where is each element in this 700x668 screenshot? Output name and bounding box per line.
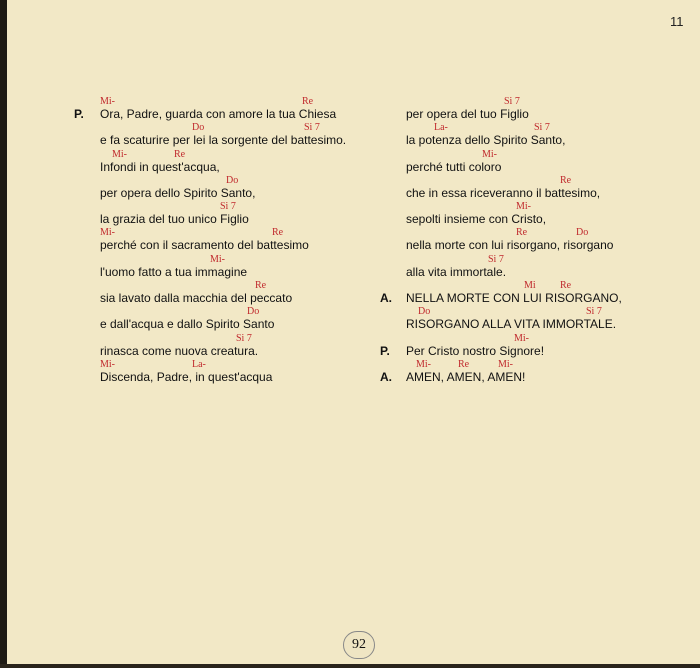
chord-label: Mi- xyxy=(498,358,513,370)
chord-label: Do xyxy=(226,174,239,186)
verse-line xyxy=(74,306,374,332)
chord-row xyxy=(380,333,680,344)
verse-line xyxy=(380,254,680,280)
chord-label: Re xyxy=(255,280,267,292)
chord-label: Si 7 xyxy=(220,201,236,213)
left-column xyxy=(74,96,374,385)
verse-line xyxy=(380,175,680,201)
chord-label: Si 7 xyxy=(236,332,252,344)
chord-label: Mi- xyxy=(416,358,431,370)
chord-label: Do xyxy=(247,306,260,318)
chord-label: Mi- xyxy=(100,227,115,239)
verse-line xyxy=(74,333,374,359)
speaker-label: A. xyxy=(380,291,392,306)
chord-label: Mi- xyxy=(100,358,115,370)
chord-row xyxy=(74,175,374,186)
lyric-text: l'uomo fatto a tua immagine xyxy=(100,264,248,279)
verse-line xyxy=(74,96,374,122)
speaker-label: P. xyxy=(380,343,390,358)
chord-label: Re xyxy=(458,358,470,370)
verse-line xyxy=(380,359,680,385)
lyric-text: e dall'acqua e dallo Spirito Santo xyxy=(100,317,275,332)
verse-line xyxy=(380,201,680,227)
chord-row xyxy=(74,333,374,344)
chord-row xyxy=(380,280,680,291)
chord-row xyxy=(380,359,680,370)
chord-label: Re xyxy=(174,148,186,160)
lyric-text: Ora, Padre, guarda con amore la tua Chiesa xyxy=(100,107,337,121)
chord-row xyxy=(380,122,680,133)
chord-label: Re xyxy=(272,227,284,239)
lyric-text: RISORGANO ALLA VITA IMMORTALE. xyxy=(406,317,617,332)
lyric-text: AMEN, AMEN, AMEN! xyxy=(406,369,526,384)
verse-line xyxy=(74,227,374,253)
chord-label: Mi xyxy=(524,280,536,292)
verse-line xyxy=(380,333,680,359)
chord-label: Si 7 xyxy=(488,253,504,265)
lyric-text: perché tutti coloro xyxy=(406,159,502,174)
verse-line xyxy=(74,280,374,306)
chord-label: Do xyxy=(192,122,205,134)
verse-line xyxy=(74,254,374,280)
lyric-text: nella morte con lui risorgano, risorgano xyxy=(406,238,614,253)
lyric-text: la potenza dello Spirito Santo, xyxy=(406,133,566,148)
verse-line xyxy=(380,96,680,122)
chord-row xyxy=(74,227,374,238)
chord-label: Si 7 xyxy=(534,122,550,134)
lyric-text: Infondi in quest'acqua, xyxy=(100,159,220,174)
right-column xyxy=(380,96,680,385)
page-number: 92 xyxy=(352,637,366,652)
lyric-text: per opera del tuo Figlio xyxy=(406,107,529,121)
chord-label: La- xyxy=(192,358,206,370)
chord-label: Mi- xyxy=(112,148,127,160)
chord-label: Re xyxy=(302,96,314,107)
lyric-text: alla vita immortale. xyxy=(406,264,507,279)
chord-row xyxy=(380,201,680,212)
verse-line xyxy=(380,280,680,306)
chord-label: Si 7 xyxy=(586,306,602,318)
verse-line xyxy=(380,122,680,148)
verse-line xyxy=(380,149,680,175)
lyric-text: rinasca come nuova creatura. xyxy=(100,343,259,358)
chord-label: Si 7 xyxy=(504,96,520,107)
lyric-text: Per Cristo nostro Signore! xyxy=(406,343,545,358)
lyric-text: sepolti insieme con Cristo, xyxy=(406,212,547,227)
page-number-badge xyxy=(343,631,375,659)
chord-row xyxy=(74,280,374,291)
chord-label: Mi- xyxy=(210,253,225,265)
chord-label: Mi- xyxy=(100,96,115,107)
chord-label: La- xyxy=(434,122,448,134)
lyric-text: la grazia del tuo unico Figlio xyxy=(100,212,249,227)
chord-row xyxy=(380,175,680,186)
chord-row xyxy=(380,227,680,238)
lyric-text: che in essa riceveranno il battesimo, xyxy=(406,185,601,200)
lyric-text: perché con il sacramento del battesimo xyxy=(100,238,309,253)
verse-line xyxy=(74,149,374,175)
chord-row xyxy=(74,306,374,317)
chord-label: Mi- xyxy=(516,201,531,213)
chord-row xyxy=(380,96,680,107)
chord-label: Do xyxy=(418,306,431,318)
chord-row xyxy=(380,254,680,265)
chord-row xyxy=(74,96,374,107)
lyric-text: Discenda, Padre, in quest'acqua xyxy=(100,369,273,384)
lyric-text: per opera dello Spirito Santo, xyxy=(100,185,256,200)
chord-label: Si 7 xyxy=(304,122,320,134)
speaker-label: A. xyxy=(380,369,392,384)
corner-page-number: 11 xyxy=(670,14,684,29)
chord-label: Mi- xyxy=(482,148,497,160)
chord-row xyxy=(74,122,374,133)
bottom-edge-shadow xyxy=(0,664,700,668)
lyric-text: NELLA MORTE CON LUI RISORGANO, xyxy=(406,291,622,306)
left-edge-shadow xyxy=(0,0,7,668)
verse-line xyxy=(74,175,374,201)
verse-line xyxy=(74,201,374,227)
chord-label: Mi- xyxy=(514,332,529,344)
chord-row xyxy=(380,149,680,160)
chord-row xyxy=(74,254,374,265)
chord-label: Re xyxy=(516,227,528,239)
verse-line xyxy=(380,306,680,332)
verse-line xyxy=(380,227,680,253)
chord-row xyxy=(380,306,680,317)
chord-row xyxy=(74,359,374,370)
chord-label: Re xyxy=(560,174,572,186)
verse-line xyxy=(74,359,374,385)
chord-row xyxy=(74,201,374,212)
lyric-text: sia lavato dalla macchia del peccato xyxy=(100,291,293,306)
verse-line xyxy=(74,122,374,148)
chord-label: Do xyxy=(576,227,589,239)
chord-label: Re xyxy=(560,280,572,292)
chord-row xyxy=(74,149,374,160)
lyric-text: e fa scaturire per lei la sorgente del battesimo. xyxy=(100,133,347,148)
speaker-label: P. xyxy=(74,107,84,121)
